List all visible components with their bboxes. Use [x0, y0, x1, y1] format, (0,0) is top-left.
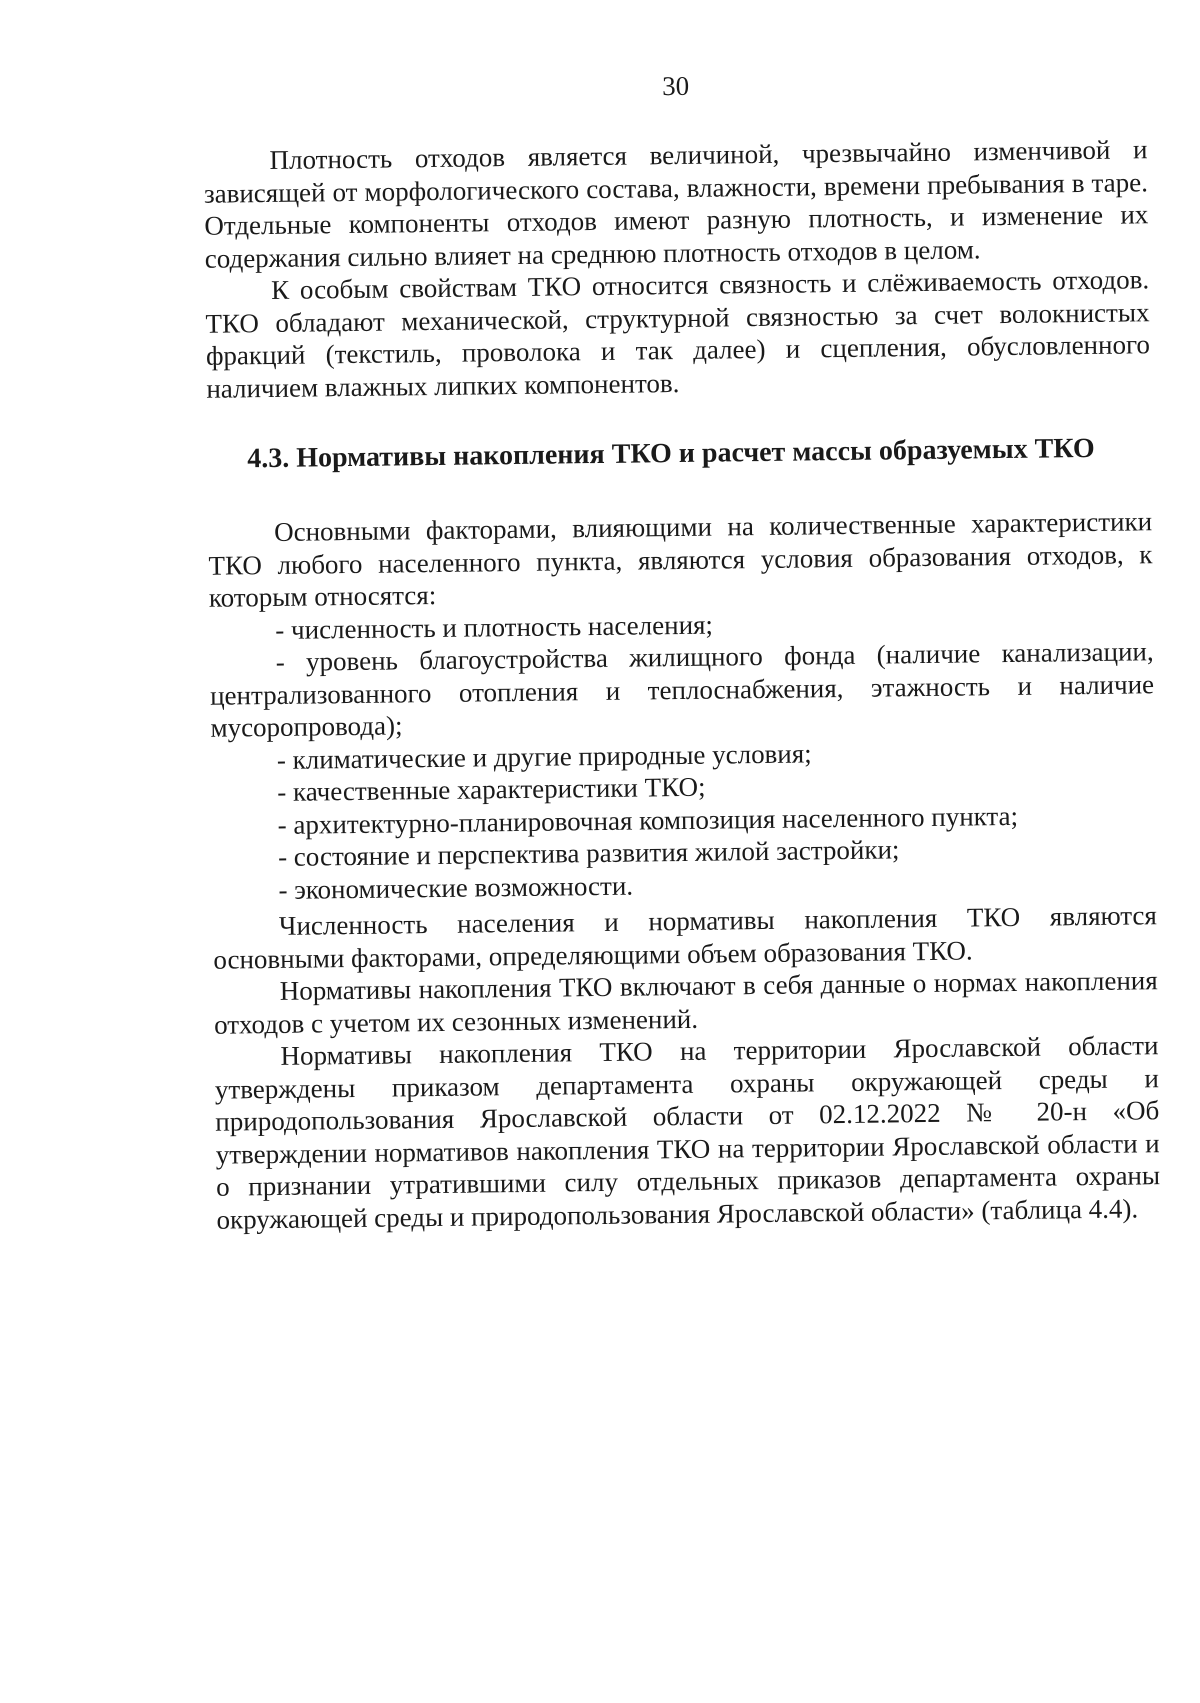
- list-item: - состояние и перспектива развития жилой застройки;: [277, 834, 900, 872]
- paragraph-density: Плотность отходов является величиной, чрезвычайно изменчивой и зависящей от морфологического состава, влажности, времени пребывания в таре. Отдельные компоненты отходов имеют разную плотность, и изменение их содержания сильно влияет на среднюю плотность отходов в целом.: [203, 134, 1149, 274]
- list-item: - экономические возможности.: [278, 870, 634, 905]
- paragraph-population: Численность населения и нормативы накопления ТКО являются основными факторами, определяющими объем образования ТКО.: [213, 900, 1158, 975]
- section-heading: 4.3. Нормативы накопления ТКО и расчет массы образуемых ТКО: [247, 432, 1095, 475]
- document-body: [203, 133, 1160, 1235]
- paragraph-norms: Нормативы накопления ТКО включают в себя данные о нормах накопления отходов с учетом их сезонных изменений.: [213, 965, 1158, 1040]
- list-item: - уровень благоустройства жилищного фонда (наличие канализации, централизованного отопления и теплоснабжения, этажность и наличие мусоропровода);: [209, 636, 1155, 743]
- page-number: 30: [662, 70, 690, 102]
- list-item: - численность и плотность населения;: [275, 609, 714, 645]
- list-item: - архитектурно-планировочная композиция населенного пункта;: [277, 800, 1019, 840]
- paragraph-order: Нормативы накопления ТКО на территории Ярославской области утверждены приказом департамента охраны окружающей среды и природопользования Ярославской области от 02.12.2022 № 20-н «Об утверждении нормативов накопления ТКО на территории Ярославской области и о признании утратившими силу отдельных приказов департамента охраны окружающей среды и природопользования Ярославской области» (таблица 4.4).: [214, 1030, 1161, 1235]
- paragraph-factors-intro: Основными факторами, влияющими на количественные характеристики ТКО любого населенного пункта, являются условия образования отходов, к которым относятся:: [208, 506, 1153, 613]
- list-item: - качественные характеристики ТКО;: [277, 771, 706, 807]
- paragraph-cohesion: К особым свойствам ТКО относится связность и слёживаемость отходов. ТКО обладают механической, структурной связностью за счет волокнистых фракций (текстиль, проволока и так далее) и сцепления, обусловленного наличием влажных липких компонентов.: [205, 264, 1151, 404]
- list-item: - климатические и другие природные условия;: [276, 737, 812, 775]
